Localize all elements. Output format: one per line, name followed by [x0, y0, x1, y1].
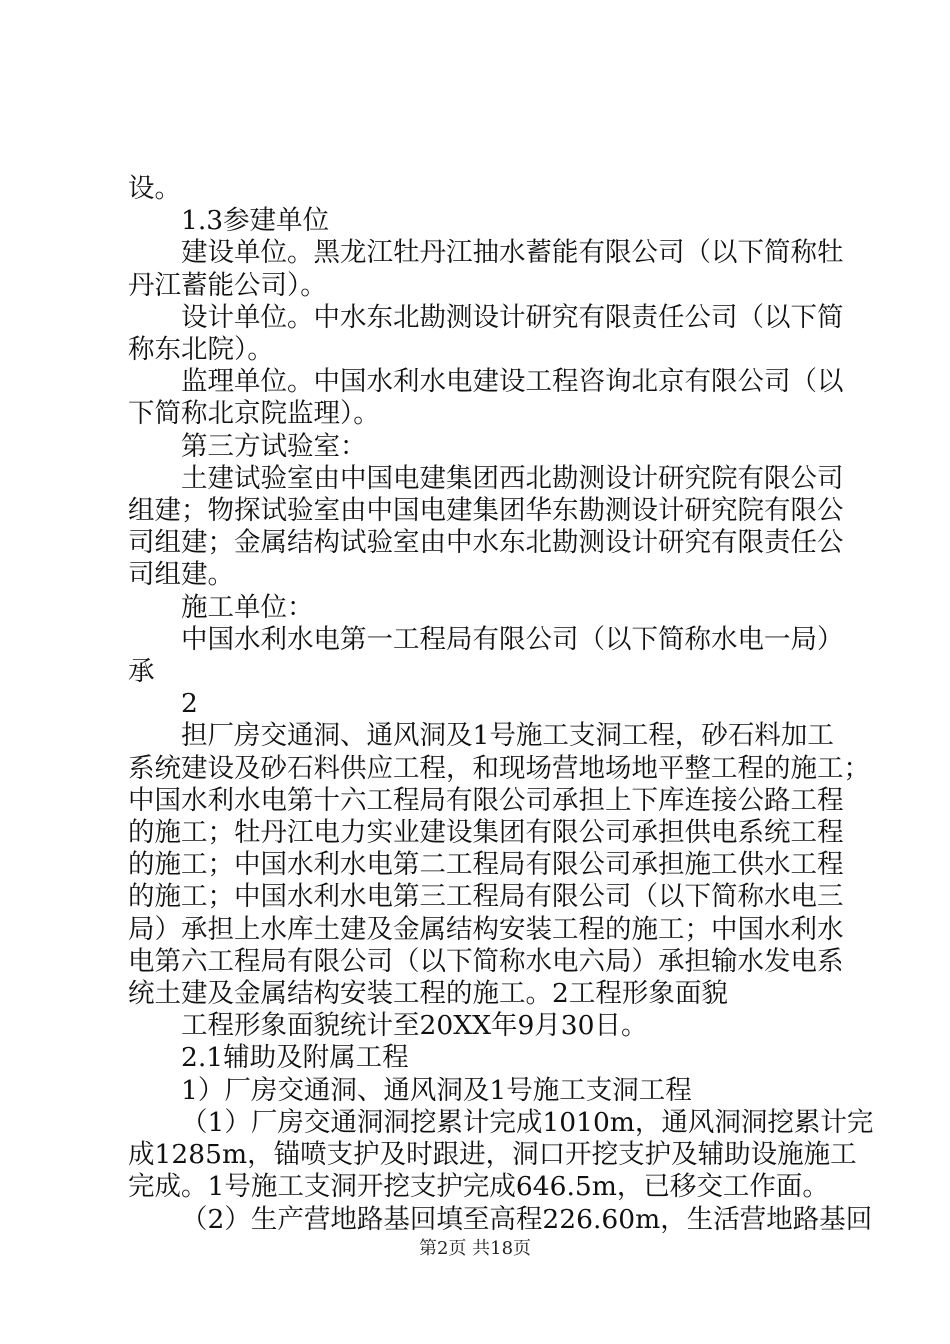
- text-line: 统土建及金属结构安装工程的施工。2工程形象面貌: [128, 978, 728, 1010]
- text-line: 设计单位。中水东北勘测设计研究有限责任公司（以下简: [181, 301, 844, 333]
- text-line: 的施工；中国水利水电第三工程局有限公司（以下简称水电三: [128, 881, 844, 913]
- text-line: 1）厂房交通洞、通风洞及1号施工支洞工程: [181, 1074, 692, 1106]
- document-body: [128, 173, 874, 1236]
- text-line: 司组建。: [128, 559, 234, 591]
- text-line: 承: [128, 656, 155, 688]
- text-line: 组建；物探试验室由中国电建集团华东勘测设计研究院有限公: [128, 495, 844, 527]
- text-line: 的施工；中国水利水电第二工程局有限公司承担施工供水工程: [128, 849, 844, 881]
- text-line: 施工单位：: [181, 591, 314, 623]
- text-line: 电第六工程局有限公司（以下简称水电六局）承担输水发电系: [128, 945, 844, 977]
- text-line: 土建试验室由中国电建集团西北勘测设计研究院有限公司: [181, 462, 844, 494]
- text-line: 监理单位。中国水利水电建设工程咨询北京有限公司（以: [181, 366, 844, 398]
- section-heading: 1.3参建单位: [181, 205, 330, 237]
- text-line: 担厂房交通洞、通风洞及1号施工支洞工程，砂石料加工: [181, 720, 834, 752]
- text-line: 建设单位。黑龙江牡丹江抽水蓄能有限公司（以下简称牡: [181, 237, 844, 269]
- text-line: 第三方试验室：: [181, 430, 367, 462]
- page-footer: 第2页 共18页: [418, 1238, 532, 1259]
- text-line: （1）厂房交通洞洞挖累计完成1010m，通风洞洞挖累计完: [181, 1106, 874, 1138]
- text-line: 2: [181, 688, 198, 720]
- text-line: 成1285m，锚喷支护及时跟进，洞口开挖支护及辅助设施施工: [128, 1139, 857, 1171]
- section-heading: 2.1辅助及附属工程: [181, 1042, 409, 1074]
- text-line: 司组建；金属结构试验室由中水东北勘测设计研究有限责任公: [128, 527, 844, 559]
- text-line: （2）生产营地路基回填至高程226.60m，生活营地路基回: [181, 1203, 873, 1235]
- text-line: 系统建设及砂石料供应工程，和现场营地场地平整工程的施工；: [128, 752, 870, 784]
- text-line: 局）承担上水库土建及金属结构安装工程的施工；中国水利水: [128, 913, 844, 945]
- text-line: 丹江蓄能公司）。: [128, 269, 327, 301]
- text-line: 完成。1号施工支洞开挖支护完成646.5m，已移交工作面。: [128, 1171, 829, 1203]
- text-line: 中国水利水电第十六工程局有限公司承担上下库连接公路工程: [128, 784, 844, 816]
- text-line: 设。: [128, 173, 181, 204]
- text-line: 中国水利水电第一工程局有限公司（以下简称水电一局）: [181, 623, 844, 655]
- text-line: 工程形象面貌统计至20XX年9月30日。: [181, 1010, 648, 1042]
- text-line: 的施工；牡丹江电力实业建设集团有限公司承担供电系统工程: [128, 817, 844, 849]
- text-line: 下简称北京院监理）。: [128, 398, 380, 430]
- text-line: 称东北院）。: [128, 334, 274, 366]
